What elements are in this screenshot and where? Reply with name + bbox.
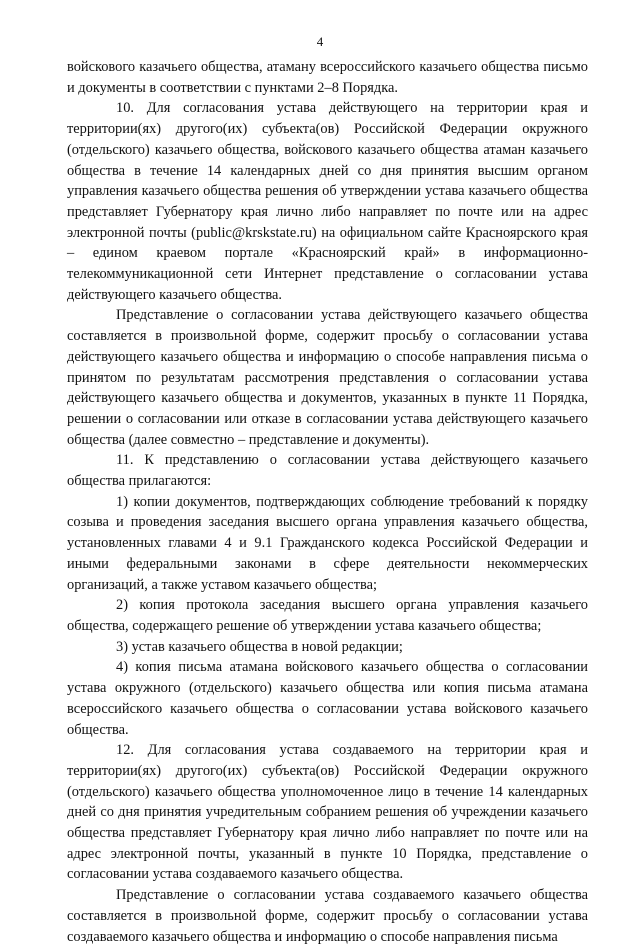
paragraph-representation-form: Представление о согласовании устава действующего казачьего общества составляется в произвольной форме, содержит просьбу о согласовании устава действующего казачьего общества и информацию о способе направления письма о принятом по результатам рассмотрения представления о согласовании устава действующего казачьего общества и документов, указанных в пункте 11 Порядка, решении о согласовании или отказе в согласовании устава действующего казачьего общества (далее совместно – представление и документы).: [67, 307, 588, 448]
paragraph-item-12: 12. Для согласования устава создаваемого на территории края и территории(ях) другого(их) субъекта(ов) Российской Федерации окружного (отдельского) казачьего общества уполномоченное лицо в течение 14 календарных дней со дня принятия учредительным собранием решения об учреждении казачьего общества представляет Губернатору края лично либо направляет по почте или на адрес электронной почты, указанный в пункте 10 Порядка, представление о согласовании устава создаваемого казачьего общества.: [67, 742, 588, 883]
list-item-3: 3) устав казачьего общества в новой редакции;: [116, 638, 403, 655]
page-number: 4: [316, 34, 324, 49]
body-text: [67, 57, 588, 947]
paragraph-continuation: войскового казачьего общества, атаману всероссийского казачьего общества письмо и документы в соответствии с пунктами 2–8 Порядка.: [67, 59, 588, 96]
list-item-4: 4) копия письма атамана войскового казачьего общества о согласовании устава окружного (отдельского) казачьего общества или копия письма атамана всероссийского казачьего общества о согласовании устава войскового казачьего общества.: [67, 659, 588, 738]
list-item-1: 1) копии документов, подтверждающих соблюдение требований к порядку созыва и проведения заседания высшего органа управления казачьего общества, установленных главами 4 и 9.1 Гражданского кодекса Российской Федерации и иными федеральными законами в сфере деятельности некоммерческих организаций, а также уставом казачьего общества;: [67, 493, 588, 593]
list-item-2: 2) копия протокола заседания высшего органа управления казачьего общества, содержащего решение об утверждении устава казачьего общества;: [67, 597, 588, 634]
paragraph-representation-form-new: Представление о согласовании устава создаваемого казачьего общества составляется в произвольной форме, содержит просьбу о согласовании устава создаваемого казачьего общества и информацию о способе направления письма: [67, 887, 588, 945]
paragraph-item-11: 11. К представлению о согласовании устава действующего казачьего общества прилагаются:: [67, 452, 588, 490]
paragraph-item-10: 10. Для согласования устава действующего на территории края и территории(ях) другого(их) субъекта(ов) Российской Федерации окружного (отдельского) казачьего общества, войскового казачьего общества атаман казачьего общества в течение 14 календарных дней со дня принятия высшим органом управления казачьего общества решения об утверждении устава казачьего общества представляет Губернатору края лично либо направляет по почте или на адрес электронной почты (public@krskstate.ru) на официальном сайте Красноярского края – едином краевом портале «Красноярский край» в информационно-телекоммуникационной сети Интернет представление о согласовании устава действующего казачьего общества.: [67, 100, 588, 303]
